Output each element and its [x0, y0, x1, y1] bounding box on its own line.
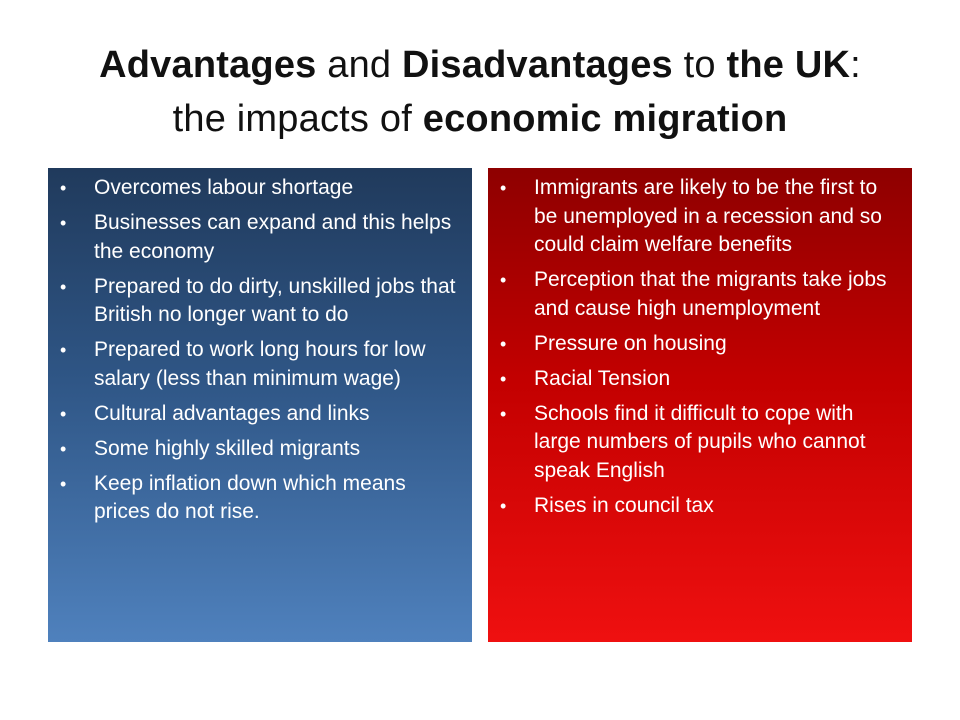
bullet-icon: • — [500, 368, 507, 389]
title-line-2 — [0, 92, 960, 146]
disadvantage-item — [500, 174, 898, 260]
advantage-text: Some highly skilled migrants — [94, 436, 361, 460]
bullet-icon: • — [60, 213, 67, 233]
advantages-list — [60, 174, 458, 527]
disadvantage-item — [500, 400, 898, 486]
bullet-icon: • — [60, 403, 67, 424]
title-to: to — [672, 44, 727, 86]
bullet-icon: • — [60, 178, 67, 198]
bullet-icon: • — [500, 495, 507, 516]
disadvantage-text: Immigrants are likely to be the first to be unemployed in a recession and so could claim welfare benefits — [534, 176, 882, 256]
disadvantages-panel — [488, 168, 912, 642]
title-and: and — [316, 44, 403, 86]
title-disadvantages: Disadvantages — [402, 44, 673, 86]
advantage-item — [60, 174, 458, 203]
title-colon: : — [850, 44, 861, 86]
bullet-icon: • — [60, 438, 67, 459]
title-line-1 — [0, 38, 960, 92]
advantage-text: Prepared to work long hours for low salary (less than minimum wage) — [94, 338, 426, 390]
disadvantage-text: Rises in council tax — [534, 493, 714, 517]
bullet-icon: • — [500, 403, 507, 424]
advantage-text: Cultural advantages and links — [94, 401, 370, 425]
bullet-icon: • — [500, 178, 507, 198]
advantages-panel — [48, 168, 472, 642]
advantage-item — [60, 209, 458, 266]
title-advantages: Advantages — [99, 44, 317, 86]
advantage-item — [60, 470, 458, 527]
slide-title — [0, 38, 960, 146]
advantage-text: Keep inflation down which means prices do not rise. — [94, 471, 406, 523]
disadvantage-text: Racial Tension — [534, 366, 671, 390]
disadvantage-item — [500, 266, 898, 323]
advantage-item — [60, 435, 458, 464]
bullet-icon: • — [500, 333, 507, 354]
advantage-text: Overcomes labour shortage — [94, 176, 354, 199]
disadvantage-text: Perception that the migrants take jobs and cause high unemployment — [534, 268, 887, 320]
bullet-icon: • — [60, 473, 67, 494]
advantage-text: Businesses can expand and this helps the economy — [94, 211, 452, 263]
disadvantage-item — [500, 330, 898, 359]
bullet-icon: • — [60, 276, 67, 297]
advantage-item — [60, 400, 458, 429]
title-the-uk: the UK — [726, 44, 851, 86]
title-economic-migration: economic migration — [422, 98, 788, 140]
advantage-text: Prepared to do dirty, unskilled jobs that British no longer want to do — [94, 274, 456, 326]
title-impacts-of: the impacts of — [172, 98, 423, 140]
disadvantages-list — [500, 174, 898, 520]
bullet-icon: • — [500, 270, 507, 290]
bullet-icon: • — [60, 340, 67, 360]
disadvantage-item — [500, 492, 898, 521]
disadvantage-text: Schools find it difficult to cope with large numbers of pupils who cannot speak English — [534, 401, 866, 482]
disadvantage-item — [500, 365, 898, 394]
advantage-item — [60, 273, 458, 330]
advantage-item — [60, 336, 458, 393]
disadvantage-text: Pressure on housing — [534, 331, 727, 355]
